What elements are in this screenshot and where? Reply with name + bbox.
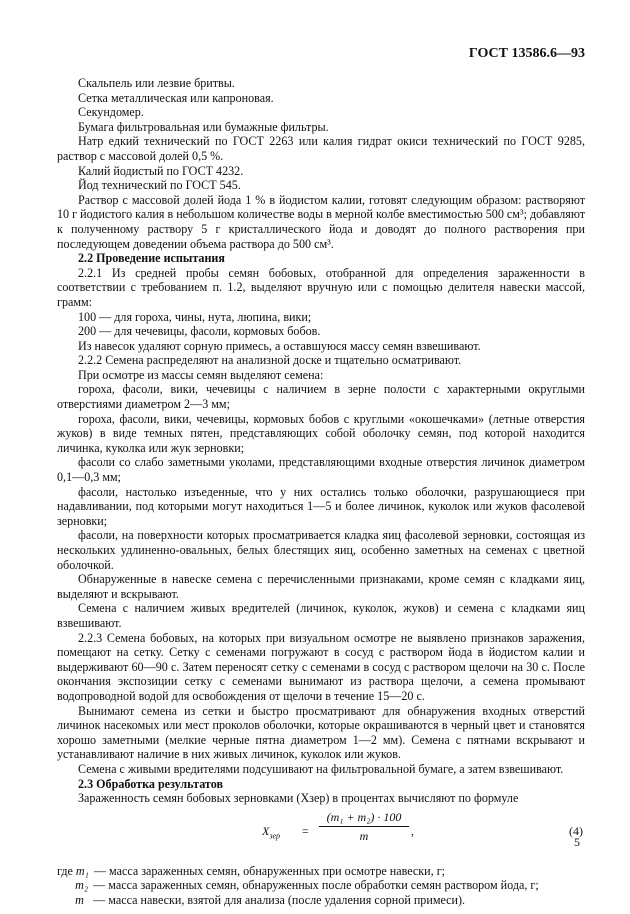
- formula-equals: =: [302, 823, 309, 838]
- formula-denominator: m: [359, 829, 369, 844]
- formula-definitions: [57, 864, 585, 908]
- list-line: Бумага фильтровальная или бумажные фильтры.: [78, 119, 329, 134]
- definition-lead: [57, 878, 75, 893]
- paragraph: Раствор с массовой долей йода 1 % в йодистом калии, готовят следующим образом: растворяют 10 г йодистого калия в небольшом количестве воды в мерной колбе вместимостью 500 см³; добавляют к полученному раствору 5 г кристаллического йода и доводят до полного растворения при последующем доведении объема раствора до 500 см³.: [57, 192, 585, 251]
- paragraph: Семена с живыми вредителями подсушивают на фильтровальной бумаге, а затем взвешивают.: [78, 761, 564, 776]
- definition-row: [57, 864, 585, 879]
- definition-row: [57, 878, 585, 893]
- definition-symbol: m₁: [75, 863, 89, 878]
- paragraph: 2.2.3 Семена бобовых, на которых при визуальном осмотре не выявлено признаков заражения, помещают на сетку. Сетку с семенами погружают в сосуд с раствором йода в йодистом калии и выдерживают 60—90 с. Затем переносят сетку с семенами в сосуд с раствором щелочи на 30 с. После окончания экспозиции сетку с семенами вынимают из раствора щелочи, а семена промывают водопроводной водой для освобождения от щелочи в течение 15—20 с.: [57, 630, 585, 703]
- list-line: Натр едкий технический по ГОСТ 2263 или калия гидрат окиси технический по ГОСТ 9285, раствор с массовой долей 0,5 %.: [57, 134, 585, 163]
- page-body: [57, 76, 585, 907]
- formula-lhs-symbol: X: [262, 823, 270, 838]
- formula-fraction: [319, 810, 409, 844]
- definition-symbol: m₂: [75, 878, 89, 893]
- formula-comma: ,: [411, 823, 414, 838]
- formula-lhs-subscript: зер: [269, 831, 281, 841]
- page-number: 5: [574, 835, 580, 849]
- paragraph: Из навесок удаляют сорную примесь, а оставшуюся массу семян взвешивают.: [78, 338, 481, 353]
- paragraph: Семена с наличием живых вредителей (личинок, куколок, жуков) и семена с кладками яиц взвешивают.: [57, 601, 585, 630]
- definition-symbol: m: [75, 892, 84, 907]
- list-line: Йод технический по ГОСТ 545.: [78, 178, 241, 193]
- section-heading-2-3: 2.3 Обработка результатов: [78, 776, 223, 791]
- paragraph: 200 — для чечевицы, фасоли, кормовых бобов.: [78, 324, 321, 339]
- paragraph: фасоли со слабо заметными уколами, представляющими входные отверстия личинок диаметром 0,1—0,3 мм;: [57, 455, 585, 485]
- paragraph: гороха, фасоли, вики, чечевицы, кормовых бобов с круглыми «окошечками» (летные отверстия жуков) в виде темных пятен, представляющих собой оболочку семян, под которой находится личинка, куколка или жук зерновки;: [57, 411, 585, 455]
- definition-lead: [57, 893, 75, 908]
- definition-text: — масса зараженных семян, обнаруженных после обработки семян раствором йода, г;: [93, 878, 539, 893]
- formula-number: (4): [569, 823, 583, 838]
- definition-text: — масса зараженных семян, обнаруженных при осмотре навески, г;: [93, 863, 446, 878]
- paragraph: 2.2.1 Из средней пробы семян бобовых, отобранной для определения зараженности в соответствии с требованием п. 1.2, выделяют вручную или с помощью делителя навески массой, грамм:: [57, 265, 585, 309]
- paragraph: фасоли, настолько изъеденные, что у них остались только оболочки, разрушающиеся при надавливании, под которыми могут находиться 1—5 и более личинок, куколок или жуков фасолевой зерновки;: [57, 484, 585, 528]
- list-line: Сетка металлическая или капроновая.: [78, 90, 274, 105]
- paragraph: Зараженность семян бобовых зерновками (Xзер) в процентах вычисляют по формуле: [78, 791, 519, 806]
- document-header: ГОСТ 13586.6—93: [468, 46, 585, 61]
- paragraph: 2.2.2 Семена распределяют на анализной доске и тщательно осматривают.: [78, 353, 462, 368]
- paragraph: При осмотре из массы семян выделяют семена:: [78, 367, 324, 382]
- list-line: Скальпель или лезвие бритвы.: [78, 76, 235, 90]
- paragraph: Вынимают семена из сетки и быстро просматривают для обнаружения входных отверстий личинок насекомых или мест проколов оболочки, которые окрашиваются в черный цвет и становятся хорошо заметными (мелкие черные пятна диаметром 1—2 мм). Семена с пятнами вскрывают и устанавливают наличие в них живых личинок, куколок или жуков.: [57, 703, 585, 762]
- paragraph: фасоли, на поверхности которых просматривается кладка яиц фасолевой зерновки, состоящая из нескольких удлиненно-овальных, белых блестящих яиц, особенно заметных на семенах с цветной оболочкой.: [57, 528, 585, 572]
- paragraph: 100 — для гороха, чины, нута, люпина, вики;: [78, 309, 312, 324]
- section-heading-2-2: 2.2 Проведение испытания: [78, 251, 225, 266]
- definition-text: — масса навески, взятой для анализа (после удаления сорной примеси).: [93, 892, 466, 907]
- list-line: Калий йодистый по ГОСТ 4232.: [78, 163, 244, 178]
- paragraph: гороха, фасоли, вики, чечевицы с наличием в зерне полости с характерными округлыми отверстиями диаметром 2—3 мм;: [57, 382, 585, 412]
- list-line: Секундомер.: [78, 105, 144, 120]
- definition-row: [57, 893, 585, 908]
- formula-numerator: (m₁ + m₂) · 100: [319, 810, 409, 828]
- formula-lhs: [262, 824, 280, 844]
- definition-lead: где: [57, 863, 76, 878]
- formula-4: [57, 810, 585, 860]
- paragraph: Обнаруженные в навеске семена с перечисленными признаками, кроме семян с кладками яиц, выделяют и вскрывают.: [57, 572, 585, 601]
